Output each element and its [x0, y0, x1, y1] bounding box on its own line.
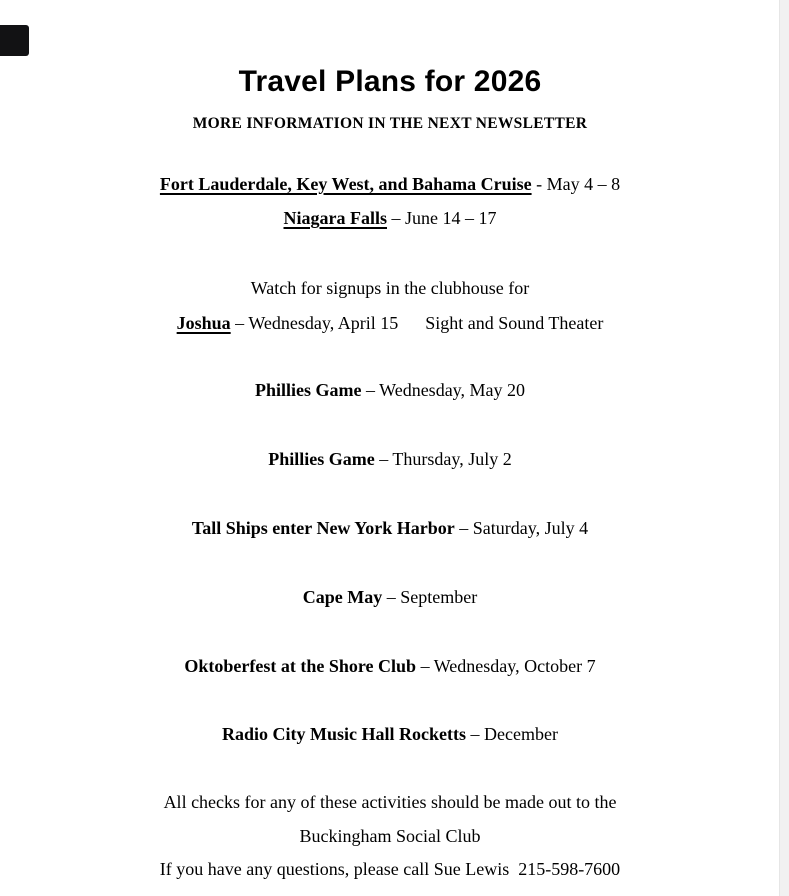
trip-line [0, 172, 780, 196]
event-line [0, 654, 780, 678]
trip-date: - May 4 – 8 [531, 174, 621, 194]
page-title: Travel Plans for 2026 [238, 65, 542, 98]
footer-line-contact: If you have any questions, please call Sue Lewis 215-598-7600 [159, 859, 621, 879]
event-date: – Wednesday, October 7 [416, 656, 596, 676]
scrollbar-track[interactable] [779, 0, 789, 896]
trip-date: – June 14 – 17 [387, 208, 497, 228]
event-date: – Thursday, July 2 [374, 449, 512, 469]
event-name: Phillies Game [268, 449, 375, 469]
footer-line-checks: All checks for any of these activities should be made out to the [163, 792, 617, 812]
event-line [0, 378, 780, 402]
event-name: Phillies Game [254, 380, 362, 400]
page-subtitle: MORE INFORMATION IN THE NEXT NEWSLETTER [192, 115, 588, 132]
event-date: – December [466, 724, 558, 744]
event-line [0, 722, 780, 746]
trip-line [0, 206, 780, 230]
signup-note: Watch for signups in the clubhouse for [250, 278, 530, 298]
event-name: Cape May [302, 587, 383, 607]
signup-event-line [0, 311, 780, 335]
event-date: – September [382, 587, 478, 607]
event-line [0, 516, 780, 540]
event-name: Joshua [176, 313, 231, 333]
trip-name: Niagara Falls [283, 208, 387, 228]
event-name: Tall Ships enter New York Harbor [191, 518, 455, 538]
trip-name: Fort Lauderdale, Key West, and Bahama Cruise [159, 174, 532, 194]
footer-line-club: Buckingham Social Club [299, 826, 481, 846]
event-name: Radio City Music Hall Rocketts [222, 724, 467, 744]
event-date: – Saturday, July 4 [454, 518, 589, 538]
event-venue: Sight and Sound Theater [425, 313, 604, 333]
event-date: – Wednesday, April 15 [230, 313, 399, 333]
event-line [0, 585, 780, 609]
event-name: Oktoberfest at the Shore Club [184, 656, 417, 676]
event-date: – Wednesday, May 20 [361, 380, 526, 400]
event-line [0, 447, 780, 471]
